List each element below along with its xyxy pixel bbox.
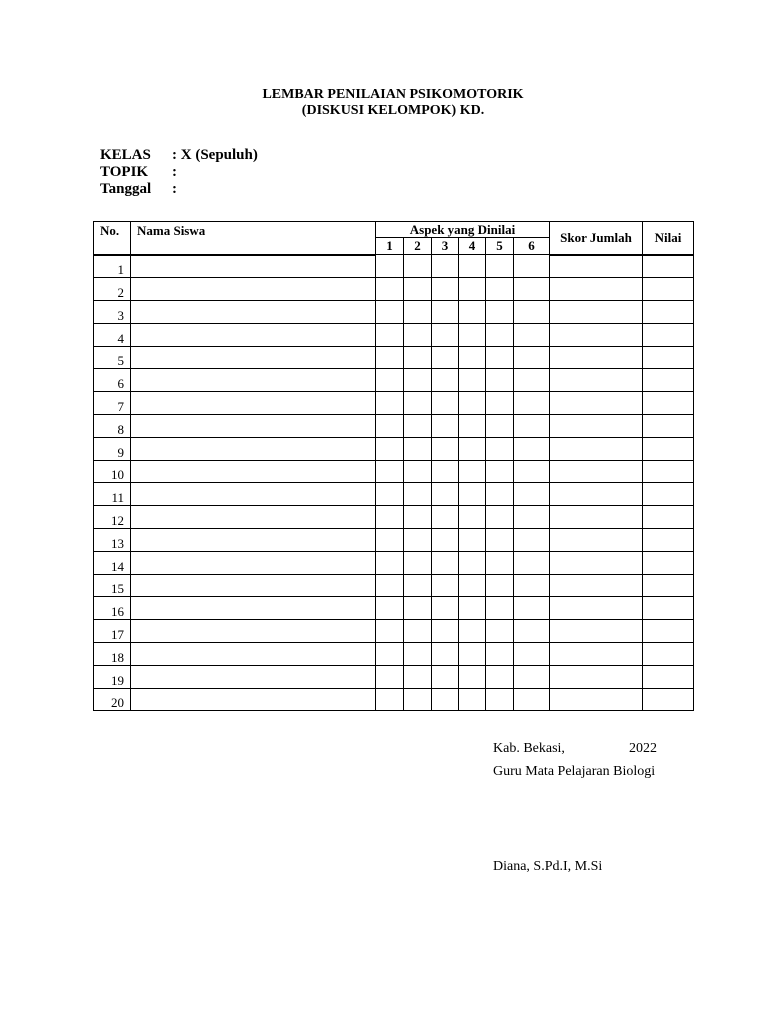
- table-row: [94, 369, 694, 392]
- header-aspek: Aspek yang Dinilai: [376, 222, 550, 238]
- cell-aspek-6: [514, 392, 550, 415]
- cell-aspek-3: [432, 620, 459, 643]
- cell-skor-jumlah: [550, 346, 643, 369]
- table-row: [94, 529, 694, 552]
- cell-skor-jumlah: [550, 437, 643, 460]
- cell-nilai: [643, 483, 694, 506]
- cell-nilai: [643, 437, 694, 460]
- document-title: LEMBAR PENILAIAN PSIKOMOTORIK: [262, 87, 524, 102]
- cell-nama-siswa: [131, 255, 376, 278]
- cell-aspek-2: [404, 643, 432, 666]
- cell-skor-jumlah: [550, 620, 643, 643]
- table-row: [94, 392, 694, 415]
- header-aspek-4: 4: [459, 238, 486, 255]
- cell-aspek-2: [404, 278, 432, 301]
- cell-nama-siswa: [131, 278, 376, 301]
- cell-aspek-6: [514, 301, 550, 324]
- cell-aspek-2: [404, 506, 432, 529]
- cell-aspek-6: [514, 460, 550, 483]
- cell-aspek-4: [459, 597, 486, 620]
- cell-aspek-5: [486, 392, 514, 415]
- cell-aspek-3: [432, 415, 459, 438]
- cell-aspek-1: [376, 688, 404, 711]
- cell-aspek-5: [486, 688, 514, 711]
- cell-aspek-4: [459, 415, 486, 438]
- cell-aspek-3: [432, 278, 459, 301]
- cell-skor-jumlah: [550, 597, 643, 620]
- cell-nama-siswa: [131, 643, 376, 666]
- cell-nilai: [643, 369, 694, 392]
- table-row: [94, 597, 694, 620]
- row-number: 3: [94, 301, 131, 324]
- cell-aspek-5: [486, 665, 514, 688]
- header-aspek-3: 3: [432, 238, 459, 255]
- cell-skor-jumlah: [550, 278, 643, 301]
- cell-nilai: [643, 551, 694, 574]
- cell-aspek-2: [404, 620, 432, 643]
- cell-aspek-1: [376, 369, 404, 392]
- table-row: [94, 551, 694, 574]
- cell-aspek-3: [432, 437, 459, 460]
- cell-aspek-6: [514, 620, 550, 643]
- info-value: :: [172, 181, 177, 197]
- cell-aspek-5: [486, 643, 514, 666]
- row-number: 17: [94, 620, 131, 643]
- cell-skor-jumlah: [550, 323, 643, 346]
- header-aspek-1: 1: [376, 238, 404, 255]
- cell-nilai: [643, 574, 694, 597]
- signature-place: Kab. Bekasi,: [493, 741, 565, 756]
- cell-skor-jumlah: [550, 506, 643, 529]
- cell-aspek-5: [486, 369, 514, 392]
- cell-aspek-6: [514, 574, 550, 597]
- table-row: [94, 483, 694, 506]
- cell-aspek-4: [459, 529, 486, 552]
- cell-aspek-4: [459, 346, 486, 369]
- cell-nilai: [643, 415, 694, 438]
- cell-aspek-5: [486, 551, 514, 574]
- cell-aspek-4: [459, 620, 486, 643]
- assessment-table: [93, 221, 694, 711]
- cell-aspek-5: [486, 278, 514, 301]
- cell-aspek-1: [376, 323, 404, 346]
- cell-aspek-6: [514, 551, 550, 574]
- table-row: [94, 255, 694, 278]
- cell-aspek-5: [486, 301, 514, 324]
- info-label: KELAS: [100, 147, 151, 163]
- cell-aspek-1: [376, 574, 404, 597]
- cell-aspek-6: [514, 483, 550, 506]
- table-row: [94, 506, 694, 529]
- cell-nama-siswa: [131, 460, 376, 483]
- table-row: [94, 620, 694, 643]
- header-aspek-5: 5: [486, 238, 514, 255]
- cell-skor-jumlah: [550, 643, 643, 666]
- row-number: 16: [94, 597, 131, 620]
- cell-nilai: [643, 597, 694, 620]
- cell-skor-jumlah: [550, 301, 643, 324]
- cell-aspek-1: [376, 278, 404, 301]
- cell-skor-jumlah: [550, 392, 643, 415]
- cell-aspek-1: [376, 665, 404, 688]
- header-nama-siswa: Nama Siswa: [131, 222, 376, 255]
- cell-aspek-2: [404, 529, 432, 552]
- cell-aspek-1: [376, 551, 404, 574]
- cell-aspek-3: [432, 665, 459, 688]
- table-row: [94, 643, 694, 666]
- info-value: : X (Sepuluh): [172, 147, 258, 163]
- cell-nama-siswa: [131, 574, 376, 597]
- cell-nama-siswa: [131, 665, 376, 688]
- cell-aspek-1: [376, 529, 404, 552]
- table-row: [94, 665, 694, 688]
- cell-aspek-5: [486, 620, 514, 643]
- cell-aspek-2: [404, 688, 432, 711]
- document-subtitle: (DISKUSI KELOMPOK) KD.: [301, 103, 485, 118]
- cell-aspek-1: [376, 483, 404, 506]
- cell-aspek-6: [514, 643, 550, 666]
- cell-nama-siswa: [131, 551, 376, 574]
- cell-aspek-5: [486, 346, 514, 369]
- cell-nama-siswa: [131, 688, 376, 711]
- cell-aspek-6: [514, 688, 550, 711]
- cell-aspek-4: [459, 688, 486, 711]
- cell-aspek-6: [514, 278, 550, 301]
- cell-aspek-2: [404, 301, 432, 324]
- cell-aspek-3: [432, 483, 459, 506]
- cell-aspek-5: [486, 255, 514, 278]
- cell-aspek-6: [514, 255, 550, 278]
- cell-skor-jumlah: [550, 551, 643, 574]
- cell-aspek-2: [404, 323, 432, 346]
- cell-skor-jumlah: [550, 369, 643, 392]
- cell-aspek-3: [432, 346, 459, 369]
- cell-aspek-2: [404, 574, 432, 597]
- row-number: 2: [94, 278, 131, 301]
- cell-skor-jumlah: [550, 574, 643, 597]
- row-number: 20: [94, 688, 131, 711]
- cell-nama-siswa: [131, 301, 376, 324]
- cell-aspek-5: [486, 437, 514, 460]
- cell-aspek-2: [404, 346, 432, 369]
- cell-aspek-3: [432, 506, 459, 529]
- cell-aspek-4: [459, 665, 486, 688]
- cell-nama-siswa: [131, 483, 376, 506]
- cell-aspek-4: [459, 301, 486, 324]
- cell-nama-siswa: [131, 415, 376, 438]
- cell-aspek-1: [376, 392, 404, 415]
- info-label: Tanggal: [100, 181, 152, 197]
- cell-aspek-3: [432, 551, 459, 574]
- cell-aspek-6: [514, 415, 550, 438]
- cell-aspek-5: [486, 597, 514, 620]
- cell-aspek-6: [514, 346, 550, 369]
- cell-aspek-3: [432, 255, 459, 278]
- row-number: 7: [94, 392, 131, 415]
- cell-aspek-4: [459, 483, 486, 506]
- cell-aspek-2: [404, 369, 432, 392]
- row-number: 19: [94, 665, 131, 688]
- cell-nilai: [643, 323, 694, 346]
- cell-nilai: [643, 529, 694, 552]
- cell-aspek-5: [486, 483, 514, 506]
- cell-nilai: [643, 620, 694, 643]
- cell-skor-jumlah: [550, 255, 643, 278]
- cell-nilai: [643, 688, 694, 711]
- cell-aspek-5: [486, 415, 514, 438]
- row-number: 18: [94, 643, 131, 666]
- cell-aspek-6: [514, 323, 550, 346]
- row-number: 9: [94, 437, 131, 460]
- cell-aspek-2: [404, 415, 432, 438]
- table-row: [94, 301, 694, 324]
- cell-nama-siswa: [131, 323, 376, 346]
- cell-nama-siswa: [131, 392, 376, 415]
- cell-nilai: [643, 643, 694, 666]
- cell-nama-siswa: [131, 506, 376, 529]
- row-number: 1: [94, 255, 131, 278]
- cell-skor-jumlah: [550, 415, 643, 438]
- cell-aspek-3: [432, 529, 459, 552]
- cell-aspek-6: [514, 369, 550, 392]
- info-kelas: [100, 147, 258, 164]
- cell-aspek-6: [514, 506, 550, 529]
- cell-aspek-1: [376, 506, 404, 529]
- cell-nilai: [643, 278, 694, 301]
- cell-skor-jumlah: [550, 665, 643, 688]
- cell-nilai: [643, 301, 694, 324]
- cell-aspek-5: [486, 460, 514, 483]
- cell-skor-jumlah: [550, 688, 643, 711]
- table-row: [94, 415, 694, 438]
- cell-aspek-6: [514, 437, 550, 460]
- cell-aspek-1: [376, 643, 404, 666]
- cell-aspek-4: [459, 323, 486, 346]
- table-row: [94, 460, 694, 483]
- cell-aspek-1: [376, 301, 404, 324]
- table-row: [94, 688, 694, 711]
- table-row: [94, 346, 694, 369]
- row-number: 4: [94, 323, 131, 346]
- cell-aspek-1: [376, 415, 404, 438]
- cell-aspek-1: [376, 437, 404, 460]
- cell-skor-jumlah: [550, 483, 643, 506]
- cell-aspek-6: [514, 529, 550, 552]
- cell-aspek-4: [459, 392, 486, 415]
- cell-aspek-6: [514, 597, 550, 620]
- signature-name: Diana, S.Pd.I, M.Si: [493, 859, 603, 874]
- cell-aspek-4: [459, 460, 486, 483]
- cell-aspek-4: [459, 551, 486, 574]
- cell-aspek-4: [459, 643, 486, 666]
- cell-aspek-1: [376, 460, 404, 483]
- cell-nilai: [643, 460, 694, 483]
- signature-year: 2022: [629, 741, 657, 756]
- row-number: 5: [94, 346, 131, 369]
- cell-nilai: [643, 392, 694, 415]
- cell-aspek-5: [486, 323, 514, 346]
- cell-aspek-4: [459, 437, 486, 460]
- row-number: 10: [94, 460, 131, 483]
- cell-nilai: [643, 506, 694, 529]
- row-number: 6: [94, 369, 131, 392]
- cell-aspek-3: [432, 574, 459, 597]
- header-skor-jumlah: Skor Jumlah: [550, 222, 643, 255]
- cell-aspek-2: [404, 551, 432, 574]
- cell-aspek-3: [432, 460, 459, 483]
- cell-aspek-2: [404, 460, 432, 483]
- cell-nama-siswa: [131, 437, 376, 460]
- cell-aspek-3: [432, 323, 459, 346]
- cell-aspek-2: [404, 597, 432, 620]
- header-no: No.: [94, 222, 131, 255]
- cell-aspek-3: [432, 688, 459, 711]
- row-number: 8: [94, 415, 131, 438]
- cell-aspek-4: [459, 369, 486, 392]
- info-topik: [100, 164, 177, 181]
- cell-aspek-4: [459, 574, 486, 597]
- table-row: [94, 574, 694, 597]
- table-row: [94, 323, 694, 346]
- cell-skor-jumlah: [550, 460, 643, 483]
- cell-aspek-3: [432, 392, 459, 415]
- cell-aspek-4: [459, 255, 486, 278]
- cell-nama-siswa: [131, 369, 376, 392]
- row-number: 15: [94, 574, 131, 597]
- cell-nama-siswa: [131, 346, 376, 369]
- cell-aspek-2: [404, 665, 432, 688]
- cell-aspek-1: [376, 255, 404, 278]
- header-aspek-6: 6: [514, 238, 550, 255]
- cell-aspek-5: [486, 506, 514, 529]
- cell-aspek-1: [376, 620, 404, 643]
- cell-aspek-6: [514, 665, 550, 688]
- info-tanggal: [100, 181, 177, 198]
- cell-nilai: [643, 255, 694, 278]
- row-number: 14: [94, 551, 131, 574]
- cell-nama-siswa: [131, 597, 376, 620]
- info-value: :: [172, 164, 177, 180]
- cell-aspek-3: [432, 301, 459, 324]
- cell-aspek-5: [486, 529, 514, 552]
- cell-aspek-2: [404, 483, 432, 506]
- table-row: [94, 437, 694, 460]
- cell-aspek-2: [404, 437, 432, 460]
- cell-aspek-3: [432, 369, 459, 392]
- table-row: [94, 278, 694, 301]
- cell-aspek-5: [486, 574, 514, 597]
- cell-aspek-4: [459, 278, 486, 301]
- cell-aspek-1: [376, 346, 404, 369]
- header-aspek-2: 2: [404, 238, 432, 255]
- row-number: 12: [94, 506, 131, 529]
- signature-role: Guru Mata Pelajaran Biologi: [493, 764, 656, 779]
- cell-nama-siswa: [131, 620, 376, 643]
- info-label: TOPIK: [100, 164, 149, 180]
- header-nilai: Nilai: [643, 222, 694, 255]
- cell-aspek-4: [459, 506, 486, 529]
- cell-aspek-3: [432, 643, 459, 666]
- cell-aspek-2: [404, 255, 432, 278]
- cell-nilai: [643, 346, 694, 369]
- cell-nilai: [643, 665, 694, 688]
- cell-skor-jumlah: [550, 529, 643, 552]
- cell-aspek-2: [404, 392, 432, 415]
- cell-aspek-1: [376, 597, 404, 620]
- row-number: 13: [94, 529, 131, 552]
- cell-nama-siswa: [131, 529, 376, 552]
- cell-aspek-3: [432, 597, 459, 620]
- row-number: 11: [94, 483, 131, 506]
